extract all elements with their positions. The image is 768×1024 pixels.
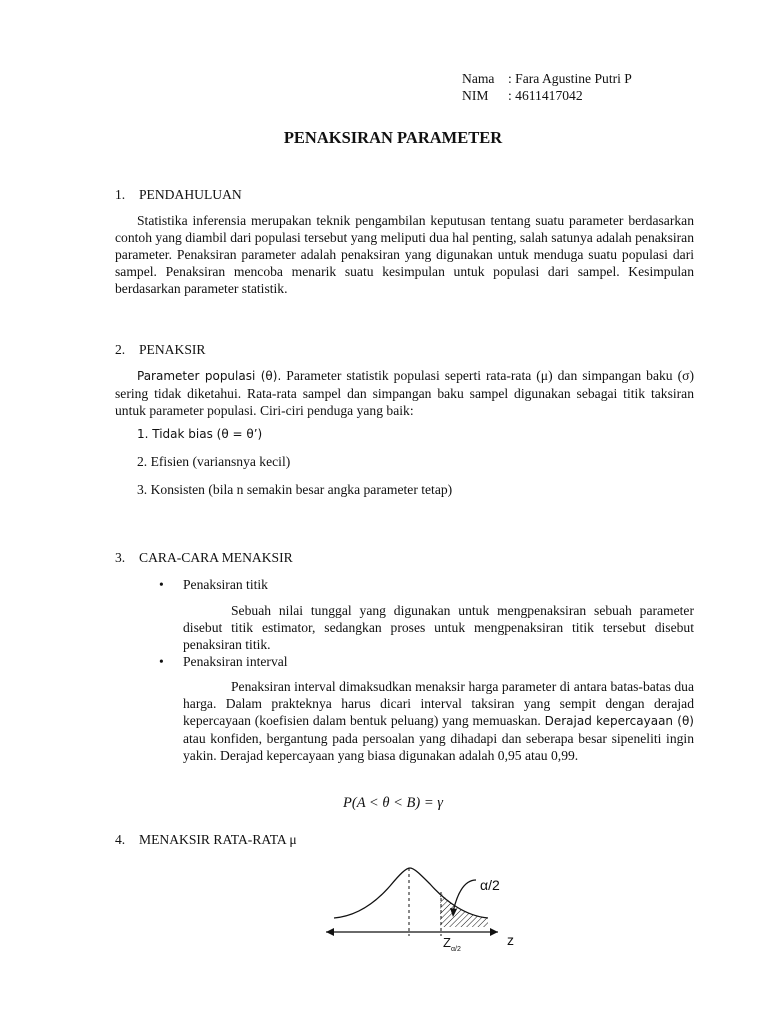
z-critical-main: Z — [443, 935, 451, 950]
section-4-title: MENAKSIR RATA-RATA μ — [139, 832, 297, 847]
section-1-number: 1. — [115, 187, 126, 202]
section-2-heading — [115, 341, 205, 358]
section-1-title: PENDAHULUAN — [139, 187, 242, 202]
point-estimation-text: Sebuah nilai tunggal yang digunakan untuk mengpenaksiran sebuah parameter disebut titik estimator, sedangkan proses untuk mengpenaksiran titik tersebut disebut penaksiran titik. — [183, 603, 694, 652]
section-1-paragraph — [115, 212, 694, 297]
normal-curve-figure — [300, 850, 540, 960]
identity-block — [462, 70, 632, 104]
document-title: PENAKSIRAN PARAMETER — [283, 128, 503, 147]
interval-estimation-paragraph — [183, 678, 694, 764]
section-3-title: CARA-CARA MENAKSIR — [139, 550, 293, 565]
z-critical-subscript: α/2 — [450, 946, 461, 953]
axis-left-arrow-icon — [326, 928, 334, 936]
section-1-text: Statistika inferensia merupakan teknik pengambilan keputusan tentang suatu parameter berdasarkan contoh yang diambil dari populasi tersebut yang meliputi dua hal penting, salah satunya adalah penaksiran parameter. Penaksiran parameter adalah penaksiran yang digunakan untuk menduga suatu populasi dari sampel. Penaksiran mencoba menarik suatu kesimpulan untuk populasi dari sampel. Kesimpulan berdasarkan parameter statistik. — [115, 213, 694, 296]
section-3-heading — [115, 549, 293, 566]
shaded-tail-region — [440, 892, 488, 927]
bullet-icon: • — [159, 654, 164, 669]
section-2-paragraph — [115, 367, 694, 419]
criteria-item-2: 2. Efisien (variansnya kecil) — [137, 454, 291, 469]
section-4-number: 4. — [115, 832, 126, 847]
criteria-item-1: 1. Tidak bias (θ = θ’) — [137, 427, 263, 441]
name-row — [462, 70, 632, 87]
section-2-lead: Parameter populasi (θ). — [137, 369, 282, 383]
point-estimation-paragraph — [183, 602, 694, 653]
bullet-label: Penaksiran interval — [183, 654, 288, 669]
nim-row — [462, 87, 632, 104]
z-axis-label: z — [507, 932, 514, 948]
interval-text-b: atau konfiden, bergantung pada persoalan yang dihadapi dan seberapa besar sipeneliti ingin yakin. Derajad kepercayaan yang biasa digunakan adalah 0,95 atau 0,99. — [183, 731, 694, 763]
name-value: : Fara Agustine Putri P — [508, 71, 632, 86]
section-2-number: 2. — [115, 342, 126, 357]
criteria-item-3: 3. Konsisten (bila n semakin besar angka parameter tetap) — [137, 482, 453, 497]
section-4-heading — [115, 831, 297, 848]
interval-text-a: Penaksiran interval dimaksudkan menaksir harga parameter di antara batas-batas dua harga. Dalam prakteknya harus dicari interval taksiran yang sempit dengan derajad kepercayaan (koefisien dalam bentuk peluang) yang memuaskan. — [183, 679, 694, 728]
alpha-half-label: α/2 — [480, 877, 500, 893]
z-critical-label — [443, 935, 461, 953]
nim-value: : 4611417042 — [508, 88, 583, 103]
axis-right-arrow-icon — [490, 928, 498, 936]
bullet-icon: • — [159, 577, 164, 592]
section-1-heading — [115, 186, 242, 203]
probability-formula: P(A < θ < B) = γ — [343, 795, 443, 811]
nim-key: NIM — [462, 88, 489, 103]
bell-curve — [334, 868, 488, 918]
section-2-text: Parameter statistik populasi seperti rata-rata (μ) dan simpangan baku (σ) sering tidak diketahui. Rata-rata sampel dan simpangan baku sampel digunakan sebagai titik taksiran untuk parameter populasi. Ciri-ciri penduga yang baik: — [115, 368, 694, 418]
section-3-number: 3. — [115, 550, 126, 565]
bullet-label: Penaksiran titik — [183, 577, 268, 592]
interval-text-sans: Derajad kepercayaan (θ) — [544, 714, 694, 728]
section-2-title: PENAKSIR — [139, 342, 206, 357]
name-key: Nama — [462, 71, 495, 86]
